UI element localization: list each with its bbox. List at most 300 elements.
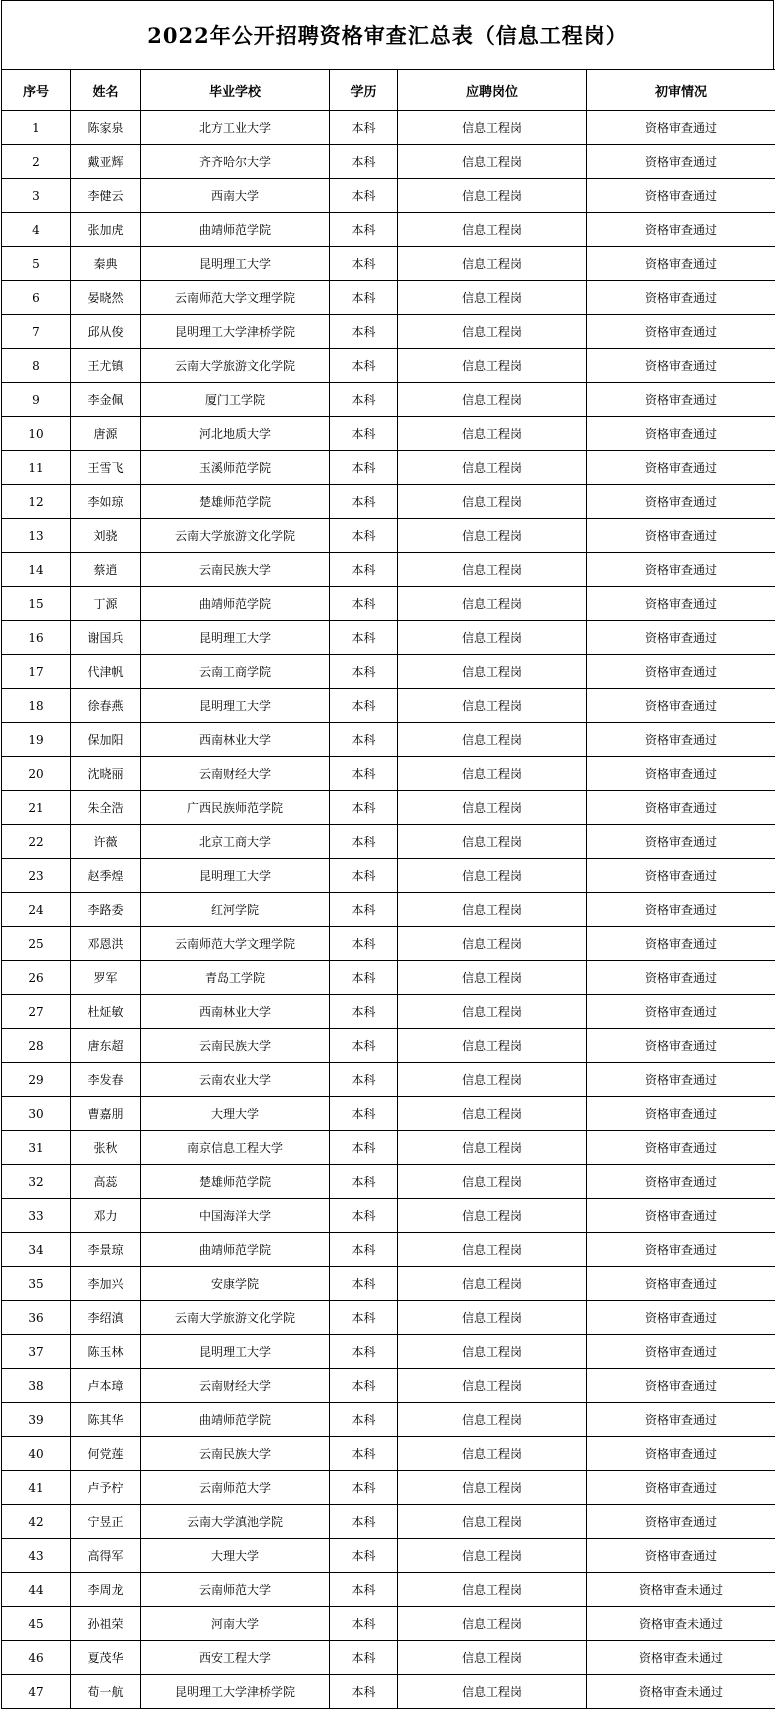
table-row [2,519,775,553]
cell-position: 信息工程岗 [398,315,587,349]
cell-education: 本科 [330,621,398,655]
cell-position: 信息工程岗 [398,281,587,315]
cell-education: 本科 [330,825,398,859]
table-row [2,1505,775,1539]
cell-education: 本科 [330,1233,398,1267]
cell-education: 本科 [330,553,398,587]
cell-review-status: 资格审查通过 [587,1505,775,1539]
table-row [2,859,775,893]
cell-education: 本科 [330,757,398,791]
cell-position: 信息工程岗 [398,825,587,859]
table-row [2,757,775,791]
cell-position: 信息工程岗 [398,179,587,213]
cell-position: 信息工程岗 [398,655,587,689]
cell-review-status: 资格审查通过 [587,281,775,315]
cell-review-status: 资格审查通过 [587,1097,775,1131]
cell-education: 本科 [330,1607,398,1641]
cell-school: 西南林业大学 [141,723,330,757]
cell-position: 信息工程岗 [398,213,587,247]
cell-position: 信息工程岗 [398,383,587,417]
cell-education: 本科 [330,859,398,893]
cell-name: 陈玉林 [71,1335,141,1369]
cell-index: 39 [2,1403,71,1437]
cell-name: 李绍滇 [71,1301,141,1335]
cell-education: 本科 [330,417,398,451]
cell-index: 36 [2,1301,71,1335]
column-header-name: 姓名 [71,70,141,111]
cell-education: 本科 [330,689,398,723]
cell-review-status: 资格审查通过 [587,825,775,859]
cell-review-status: 资格审查通过 [587,1437,775,1471]
cell-education: 本科 [330,1335,398,1369]
cell-school: 昆明理工大学 [141,1335,330,1369]
cell-education: 本科 [330,1199,398,1233]
cell-education: 本科 [330,1097,398,1131]
cell-education: 本科 [330,1063,398,1097]
table-row [2,621,775,655]
cell-education: 本科 [330,893,398,927]
cell-school: 中国海洋大学 [141,1199,330,1233]
column-header-review-status: 初审情况 [587,70,775,111]
cell-position: 信息工程岗 [398,1539,587,1573]
cell-school: 昆明理工大学 [141,859,330,893]
table-row [2,1301,775,1335]
cell-review-status: 资格审查通过 [587,893,775,927]
cell-name: 陈其华 [71,1403,141,1437]
cell-position: 信息工程岗 [398,995,587,1029]
cell-education: 本科 [330,281,398,315]
cell-position: 信息工程岗 [398,587,587,621]
table-row [2,723,775,757]
cell-position: 信息工程岗 [398,145,587,179]
cell-review-status: 资格审查通过 [587,213,775,247]
cell-position: 信息工程岗 [398,1199,587,1233]
cell-position: 信息工程岗 [398,1233,587,1267]
cell-position: 信息工程岗 [398,1131,587,1165]
cell-review-status: 资格审查未通过 [587,1641,775,1675]
table-row [2,383,775,417]
cell-school: 云南工商学院 [141,655,330,689]
cell-education: 本科 [330,1131,398,1165]
cell-review-status: 资格审查通过 [587,519,775,553]
cell-education: 本科 [330,383,398,417]
cell-index: 14 [2,553,71,587]
cell-name: 邱从俊 [71,315,141,349]
cell-school: 楚雄师范学院 [141,485,330,519]
cell-name: 谢国兵 [71,621,141,655]
cell-education: 本科 [330,995,398,1029]
cell-education: 本科 [330,791,398,825]
table-row [2,485,775,519]
cell-education: 本科 [330,1641,398,1675]
column-header-position: 应聘岗位 [398,70,587,111]
cell-review-status: 资格审查通过 [587,621,775,655]
cell-education: 本科 [330,179,398,213]
cell-review-status: 资格审查通过 [587,111,775,145]
cell-position: 信息工程岗 [398,1403,587,1437]
table-row [2,1573,775,1607]
cell-review-status: 资格审查通过 [587,553,775,587]
cell-review-status: 资格审查未通过 [587,1675,775,1709]
cell-education: 本科 [330,111,398,145]
cell-review-status: 资格审查通过 [587,587,775,621]
cell-school: 广西民族师范学院 [141,791,330,825]
cell-school: 云南民族大学 [141,1437,330,1471]
cell-education: 本科 [330,1471,398,1505]
cell-index: 19 [2,723,71,757]
cell-review-status: 资格审查通过 [587,859,775,893]
cell-school: 南京信息工程大学 [141,1131,330,1165]
table-row [2,893,775,927]
table-row [2,927,775,961]
cell-position: 信息工程岗 [398,553,587,587]
cell-position: 信息工程岗 [398,1029,587,1063]
cell-education: 本科 [330,1505,398,1539]
table-row [2,451,775,485]
cell-position: 信息工程岗 [398,1335,587,1369]
cell-name: 李加兴 [71,1267,141,1301]
cell-review-status: 资格审查通过 [587,1539,775,1573]
cell-name: 蔡逍 [71,553,141,587]
table-body [2,111,775,1709]
cell-index: 17 [2,655,71,689]
cell-index: 37 [2,1335,71,1369]
cell-school: 曲靖师范学院 [141,1233,330,1267]
cell-school: 云南财经大学 [141,1369,330,1403]
cell-index: 46 [2,1641,71,1675]
cell-school: 大理大学 [141,1097,330,1131]
cell-index: 23 [2,859,71,893]
cell-index: 1 [2,111,71,145]
table-header-row [2,70,775,111]
cell-name: 李如琼 [71,485,141,519]
column-header-education: 学历 [330,70,398,111]
cell-index: 26 [2,961,71,995]
cell-name: 戴亚辉 [71,145,141,179]
table-row [2,553,775,587]
cell-index: 10 [2,417,71,451]
cell-education: 本科 [330,587,398,621]
cell-school: 西南大学 [141,179,330,213]
cell-position: 信息工程岗 [398,1641,587,1675]
cell-review-status: 资格审查通过 [587,1199,775,1233]
cell-position: 信息工程岗 [398,927,587,961]
cell-review-status: 资格审查通过 [587,1471,775,1505]
cell-name: 高得军 [71,1539,141,1573]
cell-index: 22 [2,825,71,859]
cell-index: 9 [2,383,71,417]
table-row [2,1403,775,1437]
cell-name: 李景琼 [71,1233,141,1267]
cell-review-status: 资格审查通过 [587,723,775,757]
cell-review-status: 资格审查通过 [587,383,775,417]
cell-position: 信息工程岗 [398,1301,587,1335]
cell-name: 宁昱正 [71,1505,141,1539]
table-row [2,145,775,179]
table-row [2,247,775,281]
table-row [2,417,775,451]
cell-position: 信息工程岗 [398,349,587,383]
cell-position: 信息工程岗 [398,247,587,281]
cell-review-status: 资格审查通过 [587,791,775,825]
cell-review-status: 资格审查通过 [587,1267,775,1301]
cell-school: 厦门工学院 [141,383,330,417]
cell-index: 12 [2,485,71,519]
cell-education: 本科 [330,1267,398,1301]
cell-review-status: 资格审查通过 [587,417,775,451]
cell-review-status: 资格审查通过 [587,145,775,179]
table-row [2,1539,775,1573]
cell-position: 信息工程岗 [398,1063,587,1097]
table-row [2,995,775,1029]
cell-index: 45 [2,1607,71,1641]
cell-index: 29 [2,1063,71,1097]
cell-review-status: 资格审查通过 [587,961,775,995]
cell-education: 本科 [330,315,398,349]
cell-position: 信息工程岗 [398,621,587,655]
cell-name: 李金佩 [71,383,141,417]
cell-index: 21 [2,791,71,825]
cell-school: 齐齐哈尔大学 [141,145,330,179]
cell-school: 云南民族大学 [141,553,330,587]
cell-review-status: 资格审查通过 [587,315,775,349]
cell-name: 何党莲 [71,1437,141,1471]
cell-position: 信息工程岗 [398,757,587,791]
cell-index: 20 [2,757,71,791]
cell-review-status: 资格审查通过 [587,1301,775,1335]
table-row [2,1267,775,1301]
cell-review-status: 资格审查通过 [587,1233,775,1267]
table-row [2,961,775,995]
cell-school: 昆明理工大学津桥学院 [141,315,330,349]
table-row [2,1471,775,1505]
cell-school: 昆明理工大学 [141,621,330,655]
cell-index: 25 [2,927,71,961]
cell-position: 信息工程岗 [398,791,587,825]
cell-index: 42 [2,1505,71,1539]
cell-review-status: 资格审查未通过 [587,1607,775,1641]
cell-education: 本科 [330,1403,398,1437]
cell-position: 信息工程岗 [398,859,587,893]
cell-name: 荀一航 [71,1675,141,1709]
cell-school: 云南大学旅游文化学院 [141,1301,330,1335]
table-row [2,1607,775,1641]
cell-name: 卢予柠 [71,1471,141,1505]
cell-name: 邓力 [71,1199,141,1233]
cell-position: 信息工程岗 [398,1505,587,1539]
cell-school: 云南财经大学 [141,757,330,791]
table-row [2,1437,775,1471]
cell-education: 本科 [330,961,398,995]
cell-name: 高蕊 [71,1165,141,1199]
cell-position: 信息工程岗 [398,519,587,553]
cell-school: 河北地质大学 [141,417,330,451]
cell-name: 丁源 [71,587,141,621]
cell-education: 本科 [330,349,398,383]
table-row [2,1675,775,1709]
cell-name: 许薇 [71,825,141,859]
cell-review-status: 资格审查通过 [587,757,775,791]
cell-school: 云南师范大学 [141,1471,330,1505]
table-row [2,1029,775,1063]
cell-name: 李发春 [71,1063,141,1097]
table-row [2,587,775,621]
cell-index: 28 [2,1029,71,1063]
cell-index: 16 [2,621,71,655]
cell-index: 3 [2,179,71,213]
cell-school: 云南师范大学文理学院 [141,281,330,315]
cell-review-status: 资格审查通过 [587,1165,775,1199]
cell-name: 邓恩洪 [71,927,141,961]
cell-name: 代津帆 [71,655,141,689]
table-row [2,213,775,247]
cell-education: 本科 [330,519,398,553]
table-row [2,281,775,315]
cell-review-status: 资格审查通过 [587,451,775,485]
cell-position: 信息工程岗 [398,1097,587,1131]
table-row [2,1131,775,1165]
cell-index: 27 [2,995,71,1029]
cell-school: 云南大学旅游文化学院 [141,519,330,553]
cell-index: 35 [2,1267,71,1301]
cell-position: 信息工程岗 [398,1437,587,1471]
cell-index: 6 [2,281,71,315]
cell-school: 云南农业大学 [141,1063,330,1097]
cell-index: 5 [2,247,71,281]
cell-name: 王尤镇 [71,349,141,383]
cell-name: 唐源 [71,417,141,451]
cell-education: 本科 [330,451,398,485]
cell-index: 13 [2,519,71,553]
cell-school: 曲靖师范学院 [141,587,330,621]
table-row [2,179,775,213]
cell-index: 32 [2,1165,71,1199]
cell-index: 30 [2,1097,71,1131]
cell-school: 西安工程大学 [141,1641,330,1675]
cell-education: 本科 [330,655,398,689]
cell-name: 晏晓然 [71,281,141,315]
table-row [2,1199,775,1233]
cell-education: 本科 [330,1675,398,1709]
cell-index: 34 [2,1233,71,1267]
table-row [2,1641,775,1675]
cell-school: 大理大学 [141,1539,330,1573]
cell-education: 本科 [330,247,398,281]
cell-school: 北方工业大学 [141,111,330,145]
cell-name: 夏茂华 [71,1641,141,1675]
table-row [2,689,775,723]
cell-education: 本科 [330,145,398,179]
cell-index: 4 [2,213,71,247]
cell-position: 信息工程岗 [398,1675,587,1709]
cell-position: 信息工程岗 [398,723,587,757]
cell-position: 信息工程岗 [398,1607,587,1641]
cell-position: 信息工程岗 [398,1267,587,1301]
cell-position: 信息工程岗 [398,417,587,451]
cell-name: 徐春燕 [71,689,141,723]
cell-name: 唐东超 [71,1029,141,1063]
cell-review-status: 资格审查通过 [587,1335,775,1369]
cell-school: 云南师范大学文理学院 [141,927,330,961]
cell-index: 24 [2,893,71,927]
cell-school: 青岛工学院 [141,961,330,995]
cell-position: 信息工程岗 [398,893,587,927]
cell-name: 刘骁 [71,519,141,553]
cell-education: 本科 [330,213,398,247]
cell-education: 本科 [330,1029,398,1063]
cell-school: 西南林业大学 [141,995,330,1029]
cell-name: 王雪飞 [71,451,141,485]
table-row [2,1335,775,1369]
cell-education: 本科 [330,1539,398,1573]
table-row [2,791,775,825]
cell-review-status: 资格审查通过 [587,1063,775,1097]
table-row [2,1097,775,1131]
cell-review-status: 资格审查通过 [587,1369,775,1403]
cell-name: 张加虎 [71,213,141,247]
cell-name: 罗军 [71,961,141,995]
cell-position: 信息工程岗 [398,1165,587,1199]
cell-index: 11 [2,451,71,485]
table-row [2,349,775,383]
cell-review-status: 资格审查通过 [587,689,775,723]
cell-education: 本科 [330,1573,398,1607]
cell-index: 41 [2,1471,71,1505]
cell-education: 本科 [330,1369,398,1403]
cell-name: 秦典 [71,247,141,281]
cell-school: 云南大学旅游文化学院 [141,349,330,383]
cell-name: 陈家泉 [71,111,141,145]
cell-index: 43 [2,1539,71,1573]
cell-review-status: 资格审查通过 [587,927,775,961]
cell-education: 本科 [330,1437,398,1471]
cell-school: 云南师范大学 [141,1573,330,1607]
cell-name: 沈晓丽 [71,757,141,791]
cell-name: 曹嘉朋 [71,1097,141,1131]
cell-school: 北京工商大学 [141,825,330,859]
table-row [2,1369,775,1403]
cell-name: 赵季煌 [71,859,141,893]
cell-position: 信息工程岗 [398,111,587,145]
cell-index: 40 [2,1437,71,1471]
cell-school: 曲靖师范学院 [141,1403,330,1437]
cell-review-status: 资格审查未通过 [587,1573,775,1607]
cell-name: 杜炡敏 [71,995,141,1029]
cell-index: 38 [2,1369,71,1403]
cell-index: 44 [2,1573,71,1607]
column-header-school: 毕业学校 [141,70,330,111]
cell-name: 保加阳 [71,723,141,757]
cell-name: 李健云 [71,179,141,213]
cell-index: 7 [2,315,71,349]
table-row [2,1165,775,1199]
cell-name: 李周龙 [71,1573,141,1607]
table-row [2,1063,775,1097]
cell-review-status: 资格审查通过 [587,349,775,383]
cell-index: 31 [2,1131,71,1165]
cell-review-status: 资格审查通过 [587,995,775,1029]
cell-review-status: 资格审查通过 [587,247,775,281]
cell-index: 2 [2,145,71,179]
cell-school: 云南大学滇池学院 [141,1505,330,1539]
cell-position: 信息工程岗 [398,485,587,519]
cell-school: 红河学院 [141,893,330,927]
review-table [1,69,775,1709]
cell-position: 信息工程岗 [398,1573,587,1607]
cell-index: 47 [2,1675,71,1709]
cell-review-status: 资格审查通过 [587,179,775,213]
cell-index: 18 [2,689,71,723]
